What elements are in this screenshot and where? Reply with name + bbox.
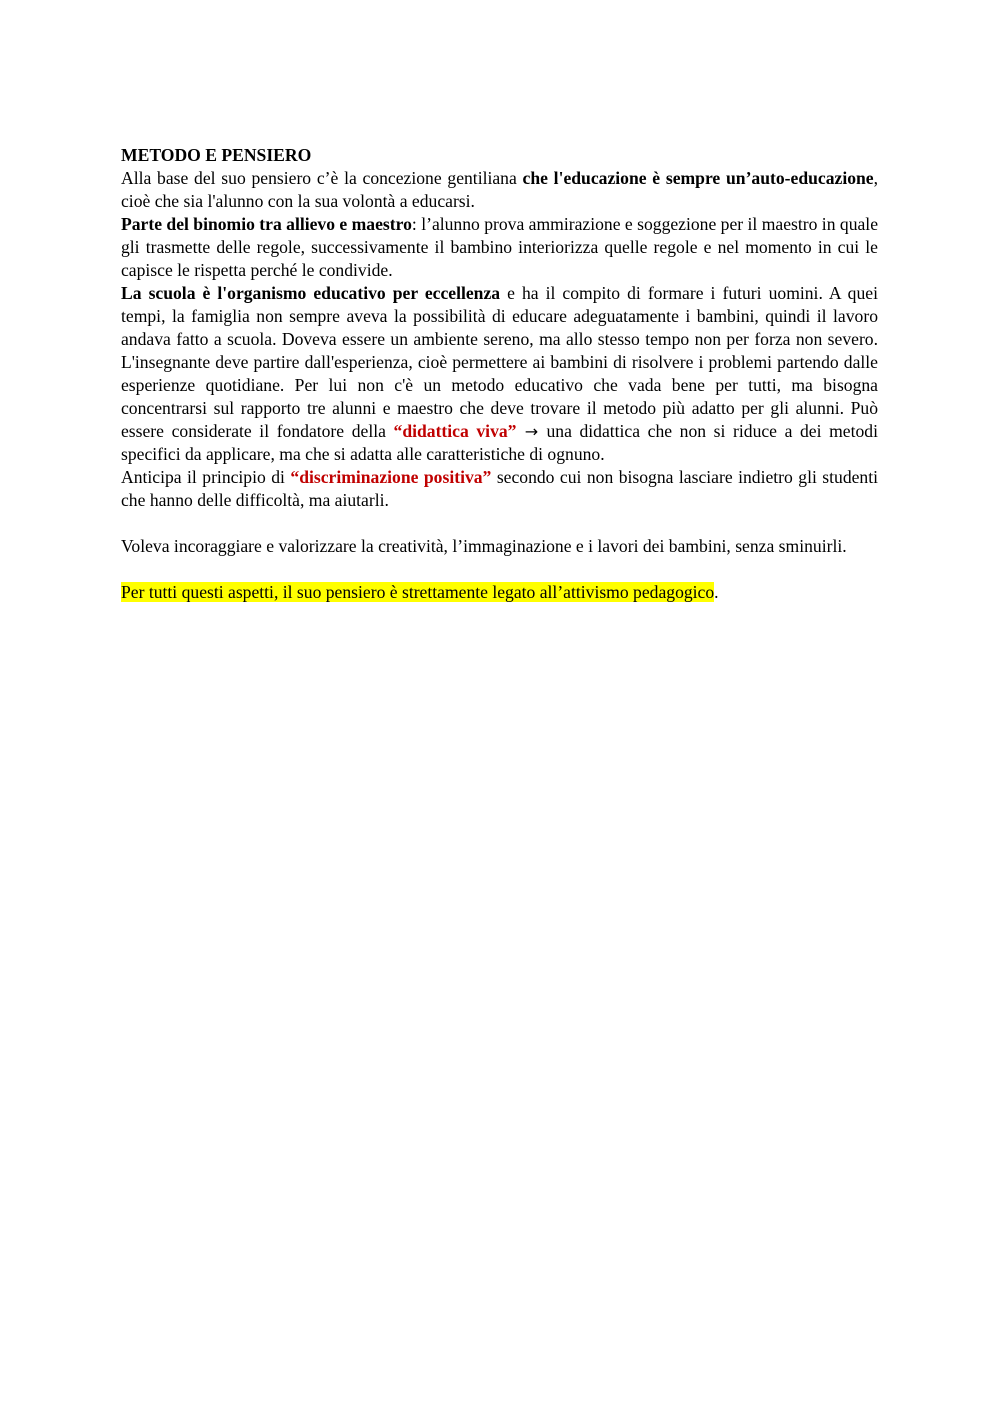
blank-line (121, 512, 878, 535)
paragraph-binomio (121, 213, 878, 282)
paragraph-auto-educazione (121, 167, 878, 213)
paragraph-scuola (121, 282, 878, 466)
bold-run: Parte del binomio tra allievo e maestro (121, 214, 412, 234)
text-run: : l’alunno prova ammirazione e soggezione per il maestro in quale gli trasmette delle regole, successivamente il bambino interiorizza quelle regole e nel momento in cui le capisce le rispetta perché le condivide. (121, 214, 878, 280)
text-run: Anticipa il principio di (121, 467, 291, 487)
paragraph-attivismo (121, 581, 878, 604)
text-run: e ha il compito di formare i futuri uomini. A quei tempi, la famiglia non sempre aveva la possibilità di educare adeguatamente i bambini, quindi il lavoro andava fatto a scuola. Doveva essere un ambiente sereno, ma allo stesso tempo non per forza non severo. L'insegnante deve partire dall'esperienza, cioè permettere ai bambini di risolvere i problemi partendo dalle esperienze quotidiane. Per lui non c'è un metodo educativo che vada bene per tutti, ma bisogna concentrarsi sul rapporto tre alunni e maestro che deve trovare il metodo più adatto per gli alunni. Può essere considerate il fondatore della (121, 283, 878, 441)
text-run: Voleva incoraggiare e valorizzare la creatività, l’immaginazione e i lavori dei bambini, senza sminuirli. (121, 536, 847, 556)
text-run: , cioè che sia l'alunno con la sua volontà a educarsi. (121, 168, 878, 211)
red-emphasis-didattica-viva: “didattica viva” (393, 421, 517, 441)
text-run: Alla base del suo pensiero c’è la concezione gentiliana (121, 168, 523, 188)
text-run: . (714, 582, 719, 602)
bold-run: che l'educazione è sempre un’auto-educazione (522, 168, 874, 188)
section-heading: METODO E PENSIERO (121, 145, 312, 165)
text-run: una didattica che non si riduce a dei metodi specifici da applicare, ma che si adatta alle caratteristiche di ognuno. (121, 421, 878, 464)
paragraph-creativita (121, 535, 878, 558)
paragraph-discriminazione (121, 466, 878, 512)
right-arrow-icon: → (516, 422, 547, 441)
text-run: secondo cui non bisogna lasciare indietro gli studenti che hanno delle difficoltà, ma aiutarli. (121, 467, 879, 510)
bold-run: La scuola è l'organismo educativo per eccellenza (121, 283, 501, 303)
blank-line (121, 558, 878, 581)
document-page (121, 144, 878, 604)
red-emphasis-discriminazione-positiva: “discriminazione positiva” (290, 467, 492, 487)
highlighted-text: Per tutti questi aspetti, il suo pensiero è strettamente legato all’attivismo pedagogico (121, 582, 715, 602)
